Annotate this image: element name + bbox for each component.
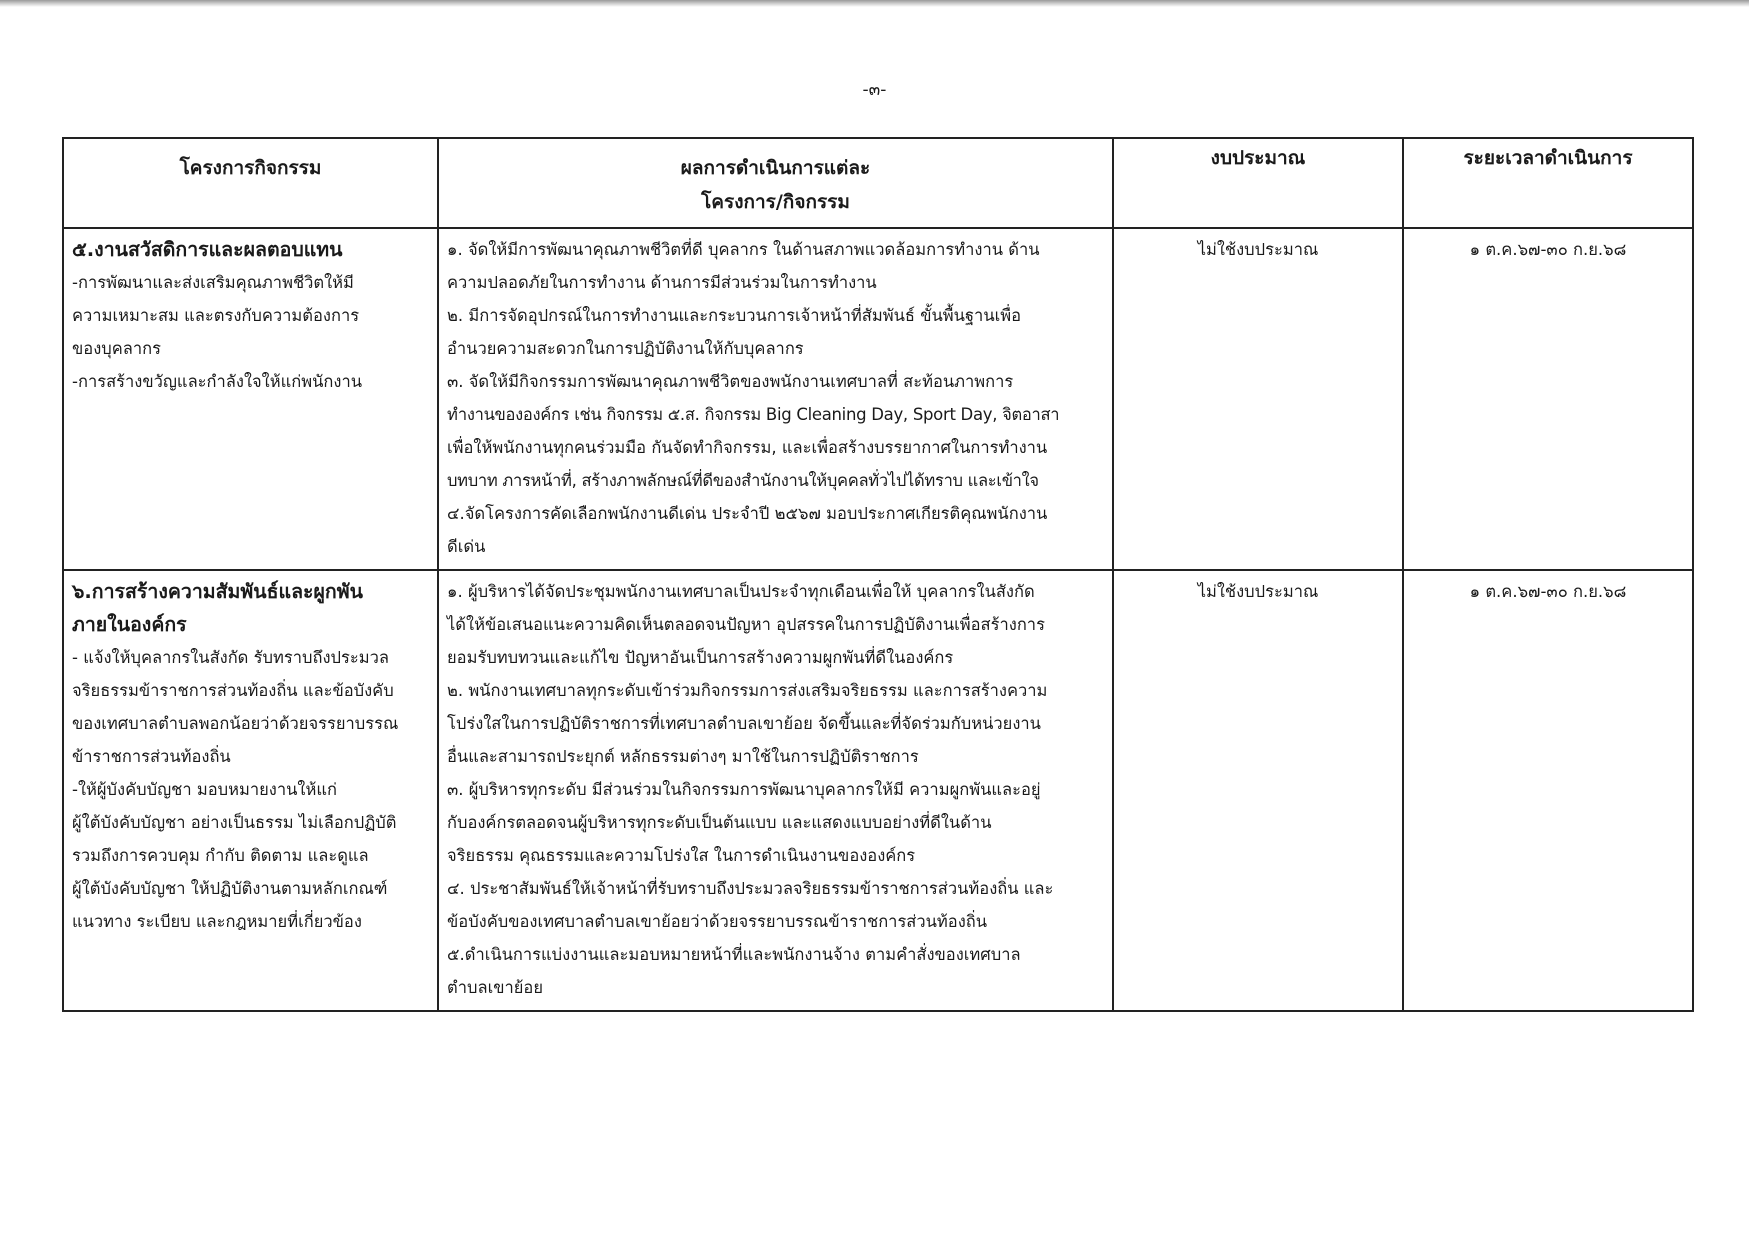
result-line: ๒. พนักงานเทศบาลทุกระดับเข้าร่วมกิจกรรมการส่งเสริมจริยธรรม และการสร้างความ — [447, 681, 1048, 700]
result-line: อื่นและสามารถประยุกต์ หลักธรรมต่างๆ มาใช้ในการปฏิบัติราชการ — [447, 747, 919, 766]
result-line: บทบาท ภารหน้าที่, สร้างภาพลักษณ์ที่ดีของสำนักงานให้บุคคลทั่วไปได้ทราบ และเข้าใจ — [447, 471, 1039, 490]
result-line: ๒. มีการจัดอุปกรณ์ในการทำงานและกระบวนการเจ้าหน้าที่สัมพันธ์ ขั้นพื้นฐานเพื่อ — [447, 306, 1022, 325]
table-row — [63, 570, 1693, 1011]
header-period — [1403, 138, 1693, 228]
result-line: ตำบลเขาย้อย — [447, 978, 543, 997]
budget-value: ไม่ใช้งบประมาณ — [1197, 240, 1319, 259]
scan-edge — [0, 0, 1749, 7]
period-cell — [1403, 570, 1693, 1011]
header-project — [63, 138, 438, 228]
result-line: ๔. ประชาสัมพันธ์ให้เจ้าหน้าที่รับทราบถึงประมวลจริยธรรมข้าราชการส่วนท้องถิ่น และ — [447, 879, 1054, 898]
header-period-label: ระยะเวลาดำเนินการ — [1463, 147, 1633, 169]
result-line: ๓. ผู้บริหารทุกระดับ มีส่วนร่วมในกิจกรรมการพัฒนาบุคลากรให้มี ความผูกพันและอยู่ — [447, 780, 1041, 799]
project-desc-line: ของบุคลากร — [72, 339, 161, 358]
project-desc-line: รวมถึงการควบคุม กำกับ ติดตาม และดูแล — [72, 846, 369, 865]
result-line: ยอมรับทบทวนและแก้ไข ปัญหาอันเป็นการสร้างความผูกพันที่ดีในองค์กร — [447, 648, 954, 667]
result-line: ดีเด่น — [447, 537, 486, 556]
project-title-line1: ๖.การสร้างความสัมพันธ์และผูกพัน — [72, 580, 363, 603]
activity-table — [62, 137, 1694, 1012]
result-line: ได้ให้ข้อเสนอแนะความคิดเห็นตลอดจนปัญหา อุปสรรคในการปฏิบัติงานเพื่อสร้างการ — [447, 615, 1045, 634]
project-cell — [63, 570, 438, 1011]
result-cell — [438, 570, 1113, 1011]
header-result — [438, 138, 1113, 228]
result-line: ๔.จัดโครงการคัดเลือกพนักงานดีเด่น ประจำปี ๒๕๖๗ มอบประกาศเกียรติคุณพนักงาน — [447, 504, 1048, 523]
header-budget — [1113, 138, 1403, 228]
header-result-line1: ผลการดำเนินการแต่ละ — [680, 157, 871, 179]
result-line: ๓. จัดให้มีกิจกรรมการพัฒนาคุณภาพชีวิตของพนักงานเทศบาลที่ สะท้อนภาพการ — [447, 372, 1014, 391]
budget-value: ไม่ใช้งบประมาณ — [1197, 582, 1319, 601]
result-line: กับองค์กรตลอดจนผู้บริหารทุกระดับเป็นต้นแบบ และแสดงแบบอย่างที่ดีในด้าน — [447, 813, 992, 832]
result-line: จริยธรรม คุณธรรมและความโปร่งใส ในการดำเนินงานขององค์กร — [447, 846, 916, 865]
page-number: -๓- — [862, 80, 887, 100]
result-line: ความปลอดภัยในการทำงาน ด้านการมีส่วนร่วมในการทำงาน — [447, 273, 877, 292]
project-desc-line: -ให้ผู้บังคับบัญชา มอบหมายงานให้แก่ — [72, 780, 337, 799]
period-cell — [1403, 228, 1693, 570]
result-line: อำนวยความสะดวกในการปฏิบัติงานให้กับบุคลากร — [447, 339, 804, 358]
table-row — [63, 228, 1693, 570]
project-cell — [63, 228, 438, 570]
project-desc-line: -การสร้างขวัญและกำลังใจให้แก่พนักงาน — [72, 372, 362, 391]
result-line: ๑. ผู้บริหารได้จัดประชุมพนักงานเทศบาลเป็นประจำทุกเดือนเพื่อให้ บุคลากรในสังกัด — [447, 582, 1035, 601]
result-line: ๕.ดำเนินการแบ่งงานและมอบหมายหน้าที่และพนักงานจ้าง ตามคำสั่งของเทศบาล — [447, 945, 1021, 964]
result-line: ข้อบังคับของเทศบาลตำบลเขาย้อยว่าด้วยจรรยาบรรณข้าราชการส่วนท้องถิ่น — [447, 912, 988, 931]
project-title-line2: ภายในองค์กร — [72, 613, 187, 636]
project-desc-line: ผู้ใต้บังคับบัญชา ให้ปฏิบัติงานตามหลักเกณฑ์ — [72, 879, 388, 898]
header-project-label: โครงการกิจกรรม — [179, 157, 322, 179]
budget-cell — [1113, 228, 1403, 570]
result-line: ทำงานขององค์กร เช่น กิจกรรม ๕.ส. กิจกรรม Big Cleaning Day, Sport Day, จิตอาสา — [447, 405, 1060, 424]
project-desc-line: -การพัฒนาและส่งเสริมคุณภาพชีวิตให้มี — [72, 273, 354, 292]
project-desc-line: ความเหมาะสม และตรงกับความต้องการ — [72, 306, 360, 325]
header-budget-label: งบประมาณ — [1210, 147, 1306, 169]
period-value: ๑ ต.ค.๖๗-๓๐ ก.ย.๖๘ — [1469, 240, 1627, 259]
result-cell — [438, 228, 1113, 570]
header-result-line2: โครงการ/กิจกรรม — [701, 191, 850, 213]
project-desc-line: - แจ้งให้บุคลากรในสังกัด รับทราบถึงประมวล — [72, 648, 389, 667]
project-desc-line: ข้าราชการส่วนท้องถิ่น — [72, 747, 231, 766]
budget-cell — [1113, 570, 1403, 1011]
project-desc-line: ผู้ใต้บังคับบัญชา อย่างเป็นธรรม ไม่เลือกปฏิบัติ — [72, 813, 397, 832]
project-desc-line: จริยธรรมข้าราชการส่วนท้องถิ่น และข้อบังคับ — [72, 681, 394, 700]
result-line: โปร่งใสในการปฏิบัติราชการที่เทศบาลตำบลเขาย้อย จัดขึ้นและที่จัดร่วมกับหน่วยงาน — [447, 714, 1041, 733]
project-title: ๕.งานสวัสดิการและผลตอบแทน — [72, 238, 343, 261]
result-line: ๑. จัดให้มีการพัฒนาคุณภาพชีวิตที่ดี บุคลากร ในด้านสภาพแวดล้อมการทำงาน ด้าน — [447, 240, 1040, 259]
table-header-row — [63, 138, 1693, 228]
result-line: เพื่อให้พนักงานทุกคนร่วมมือ กันจัดทำกิจกรรม, และเพื่อสร้างบรรยากาศในการทำงาน — [447, 438, 1048, 457]
project-desc-line: แนวทาง ระเบียบ และกฎหมายที่เกี่ยวข้อง — [72, 912, 362, 931]
period-value: ๑ ต.ค.๖๗-๓๐ ก.ย.๖๘ — [1469, 582, 1627, 601]
project-desc-line: ของเทศบาลตำบลพอกน้อยว่าด้วยจรรยาบรรณ — [72, 714, 399, 733]
